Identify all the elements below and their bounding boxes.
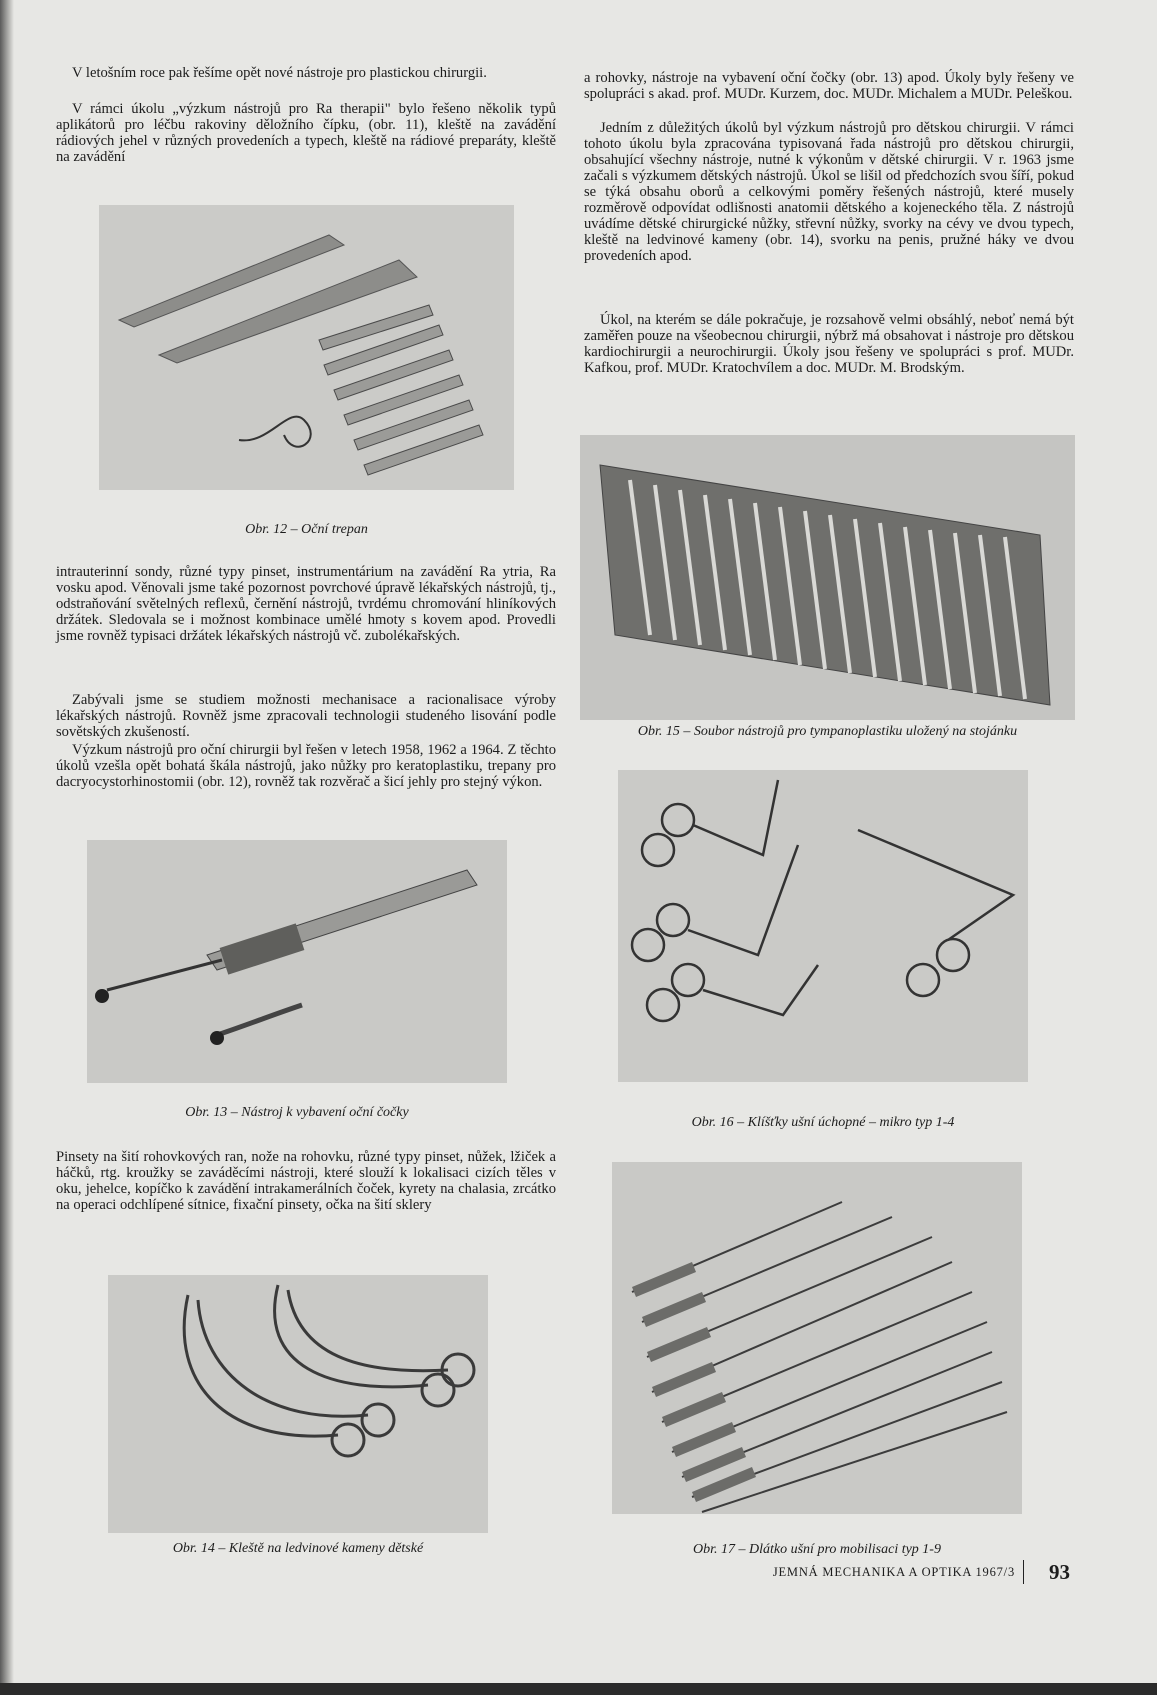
kidney-stone-forceps-image — [108, 1275, 488, 1533]
left-paragraph-2: V rámci úkolu „výzkum nástrojů pro Ra therapii" bylo řešeno několik typů aplikátorů pro léčbu rakoviny děložního čípku, (obr. 11), kleště na zavádění rádiových jehel v různých provedeních a typech, kleště na rádiové preparáty, kleště na zavádění — [56, 101, 556, 165]
page-footer — [730, 1560, 1070, 1584]
scan-edge — [0, 1683, 1157, 1695]
figure-14-photo — [108, 1275, 488, 1533]
right-paragraph-2: Jedním z důležitých úkolů byl výzkum nástrojů pro dětskou chirurgii. V rámci tohoto úkolu byla zpracována typisovaná řada nástrojů pro dětskou chirurgii, obsahující všechny nástroje, nutné k výkonům v dětské chirurgii. V r. 1963 jsme začali s výzkumem dětských nástrojů. Úkol se lišil od předchozích svou šíří, pokud se týká obsahu oborů a celkovými poměry řešených nástrojů, které musely rozměrově odpovídat odlišnosti anatomii dětského a kojeneckého těla. Z nástrojů uvádíme dětské chirurgické nůžky, střevní nůžky, svorky na cévy ve dvou typech, kleště na ledvinové kameny (obr. 14), svorku na penis, pružné háky ve dvou provedeních apod. — [584, 120, 1074, 264]
lens-extraction-tool-image — [87, 840, 507, 1083]
figure-13-caption: Obr. 13 – Nástroj k vybavení oční čočky — [185, 1105, 409, 1120]
footer-divider — [1023, 1560, 1025, 1584]
right-paragraph-3: Úkol, na kterém se dále pokračuje, je rozsahově velmi obsáhlý, neboť nemá být zaměřen pouze na všeobecnou chirurgii, nýbrž má obsahovat i nástroje pro dětskou kardiochirurgii a neurochirurgii. Úkoly jsou řešeny ve spolupráci s prof. MUDr. Kafkou, prof. MUDr. Kratochvílem a doc. MUDr. M. Brodským. — [584, 312, 1074, 376]
left-paragraph-1: V letošním roce pak řešíme opět nové nástroje pro plastickou chirurgii. — [72, 65, 487, 81]
figure-15-caption: Obr. 15 – Soubor nástrojů pro tympanoplastiku uložený na stojánku — [637, 724, 1018, 739]
figure-16-caption: Obr. 16 – Klíšťky ušní úchopné – mikro typ 1-4 — [691, 1115, 955, 1130]
figure-17-caption: Obr. 17 – Dlátko ušní pro mobilisaci typ 1-9 — [693, 1542, 941, 1557]
left-paragraph-6: Pinsety na šití rohovkových ran, nože na rohovku, různé typy pinset, nůžek, lžiček a háčků, rtg. kroužky se zaváděcími nástroji, které slouží k lokalisaci cizích těles v oku, jehelce, kopíčko k zavádění intrakamerálních čoček, kyrety na chalasia, zrcátko na operaci odchlípené sítnice, fixační pinsety, očka na šití sklery — [56, 1149, 556, 1213]
eye-trepan-image — [99, 205, 514, 490]
figure-12-caption: Obr. 12 – Oční trepan — [245, 522, 368, 537]
tympanoplasty-instrument-set-image — [580, 435, 1075, 720]
page-number: 93 — [1049, 1560, 1070, 1584]
left-paragraph-5: Výzkum nástrojů pro oční chirurgii byl řešen v letech 1958, 1962 a 1964. Z těchto úkolů vzešla opět bohatá škála nástrojů, jako nůžky pro keratoplastiku, trepany pro dacryocystorhinostomii (obr. 12), rovněž tak rozvěrač a šicí jehly pro stejný výkon. — [56, 742, 556, 790]
figure-17-photo — [612, 1162, 1022, 1514]
figure-15-photo — [580, 435, 1075, 720]
left-paragraph-4: Zabývali jsme se studiem možnosti mechanisace a racionalisace výroby lékařských nástrojů. Rovněž jsme zpracovali technologii studeného lisování podle sovětských zkušeností. — [56, 692, 556, 740]
figure-14-caption: Obr. 14 – Kleště na ledvinové kameny dětské — [172, 1541, 424, 1556]
figure-12-photo — [99, 205, 514, 490]
figure-13-photo — [87, 840, 507, 1083]
left-paragraph-3: intrauterinní sondy, různé typy pinset, instrumentárium na zavádění Ra ytria, Ra vosku apod. Věnovali jsme také pozornost povrchové úpravě lékařských nástrojů, tj., odstraňování světelných reflexů, černění nástrojů, tvrdému chromování hliníkových držátek. Sledovala se i možnost kombinace umělé hmoty s kovem apod. Provedli jsme rovněž typisaci držátek lékařských nástrojů vč. zubolékařských. — [56, 564, 556, 644]
right-paragraph-1: a rohovky, nástroje na vybavení oční čočky (obr. 13) apod. Úkoly byly řešeny ve spolupráci s akad. prof. MUDr. Kurzem, doc. MUDr. Michalem a MUDr. Peleškou. — [584, 70, 1074, 102]
ear-chisel-set-image — [612, 1162, 1022, 1514]
figure-16-photo — [618, 770, 1028, 1082]
ear-forceps-image — [618, 770, 1028, 1082]
binding-shadow — [0, 0, 14, 1695]
magazine-title: JEMNÁ MECHANIKA A OPTIKA 1967/3 — [772, 1565, 1015, 1579]
